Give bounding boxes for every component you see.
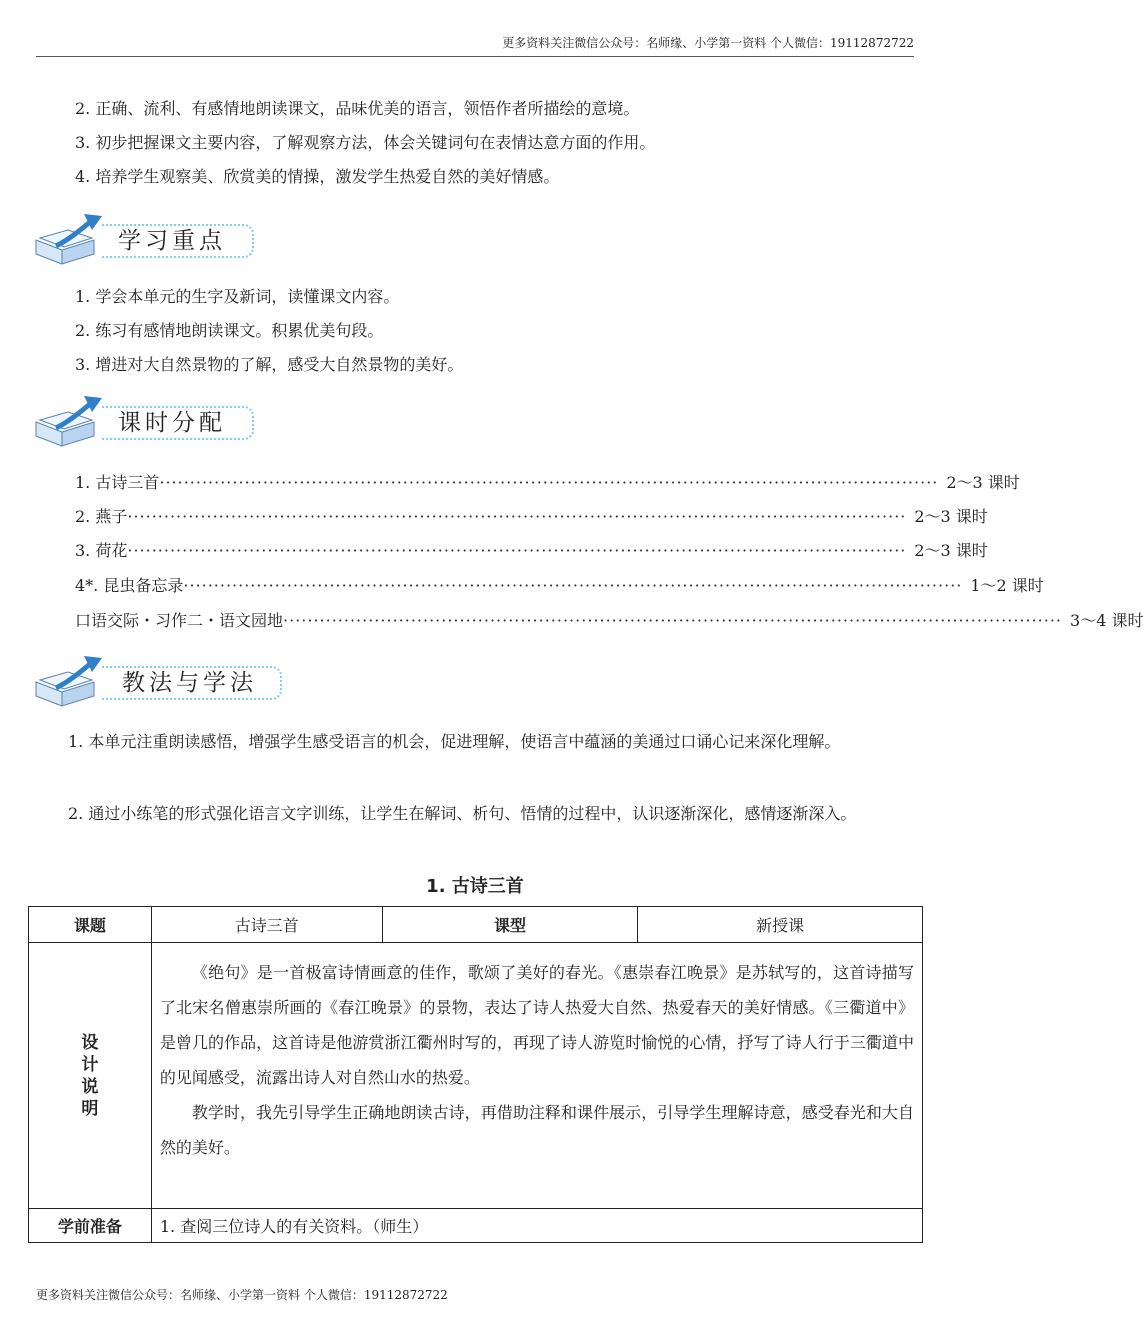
section-banner-schedule — [32, 392, 292, 446]
design-label-cell — [29, 943, 152, 1209]
design-paragraph: 《绝句》是一首极富诗情画意的佳作，歌颂了美好的春光。《惠崇春江晚景》是苏轼写的，这首诗描写了北宋名僧惠崇所画的《春江晚景》的景物，表达了诗人热爱大自然、热爱春天的美好情感。《三衢道中》是曾几的作品，这首诗是他游赏浙江衢州时写的，再现了诗人游览时愉悦的心情，抒写了诗人行于三衢道中的见闻感受，流露出诗人对自然山水的热爱。 — [159, 963, 914, 1087]
schedule-hours: 2～3 课时 — [914, 507, 988, 526]
page-footer: 更多资料关注微信公众号：名师缘、小学第一资料 个人微信：19112872722 — [36, 1288, 448, 1302]
schedule-row — [75, 540, 988, 562]
key-point-item: 2. 练习有感情地朗读课文。积累优美句段。 — [75, 321, 384, 340]
design-label: 设计说明 — [81, 1032, 99, 1119]
section-title: 教法与学法 — [122, 670, 257, 696]
dot-leader: ································································································································ — [159, 473, 939, 492]
schedule-row — [75, 472, 1020, 494]
schedule-hours: 1～2 课时 — [970, 576, 1044, 595]
objective-item: 4. 培养学生观察美、欣赏美的情操，激发学生热爱自然的美好情感。 — [75, 167, 560, 186]
book-arrow-icon — [32, 210, 112, 266]
schedule-lesson: 口语交际・习作二・语文园地 — [75, 611, 284, 630]
schedule-hours: 3～4 课时 — [1070, 611, 1143, 630]
dot-leader: ································································································································ — [127, 507, 907, 526]
section-title: 学习重点 — [118, 228, 226, 254]
book-arrow-icon — [32, 652, 112, 708]
key-point-item: 3. 增进对大自然景物的了解，感受大自然景物的美好。 — [75, 355, 464, 374]
schedule-row — [75, 506, 988, 528]
design-description — [151, 943, 922, 1209]
lesson-table — [28, 906, 923, 1243]
schedule-lesson: 3. 荷花 — [75, 541, 128, 560]
prep-label: 学前准备 — [29, 1209, 152, 1243]
schedule-lesson: 1. 古诗三首 — [75, 473, 160, 492]
topic-label: 课题 — [29, 907, 152, 943]
objective-item: 3. 初步把握课文主要内容，了解观察方法，体会关键词句在表情达意方面的作用。 — [75, 133, 656, 152]
key-point-item: 1. 学会本单元的生字及新词，读懂课文内容。 — [75, 287, 400, 306]
type-value: 新授课 — [638, 907, 923, 943]
design-paragraph: 教学时，我先引导学生正确地朗读古诗，再借助注释和课件展示，引导学生理解诗意，感受春光和大自然的美好。 — [159, 1103, 914, 1157]
objective-item: 2. 正确、流利、有感情地朗读课文，品味优美的语言，领悟作者所描绘的意境。 — [75, 99, 640, 118]
schedule-hours: 2～3 课时 — [914, 541, 988, 560]
schedule-lesson: 2. 燕子 — [75, 507, 128, 526]
dot-leader: ································································································································ — [127, 541, 907, 560]
schedule-row — [75, 575, 1044, 597]
lesson-title: 1. 古诗三首 — [426, 876, 524, 897]
table-row — [29, 907, 923, 943]
type-label: 课型 — [382, 907, 638, 943]
schedule-lesson: 4*. 昆虫备忘录 — [75, 576, 184, 595]
schedule-row — [75, 610, 1143, 632]
table-row — [29, 943, 923, 1209]
section-banner-methods — [32, 652, 322, 706]
dot-leader: ································································································································ — [283, 611, 1063, 630]
schedule-hours: 2～3 课时 — [946, 473, 1020, 492]
dot-leader: ································································································································ — [183, 576, 963, 595]
method-paragraph: 1. 本单元注重朗读感悟，增强学生感受语言的机会，促进理解，使语言中蕴涵的美通过口诵心记来深化理解。 — [68, 732, 841, 751]
method-paragraph: 2. 通过小练笔的形式强化语言文字训练，让学生在解词、析句、悟情的过程中，认识逐渐深化，感情逐渐深入。 — [68, 804, 857, 823]
page-header: 更多资料关注微信公众号：名师缘、小学第一资料 个人微信：19112872722 — [36, 30, 914, 57]
book-arrow-icon — [32, 392, 112, 448]
section-banner-key-points — [32, 210, 292, 264]
table-row — [29, 1209, 923, 1243]
prep-value: 1. 查阅三位诗人的有关资料。（师生） — [151, 1209, 922, 1243]
section-title: 课时分配 — [118, 410, 226, 436]
topic-value: 古诗三首 — [151, 907, 382, 943]
